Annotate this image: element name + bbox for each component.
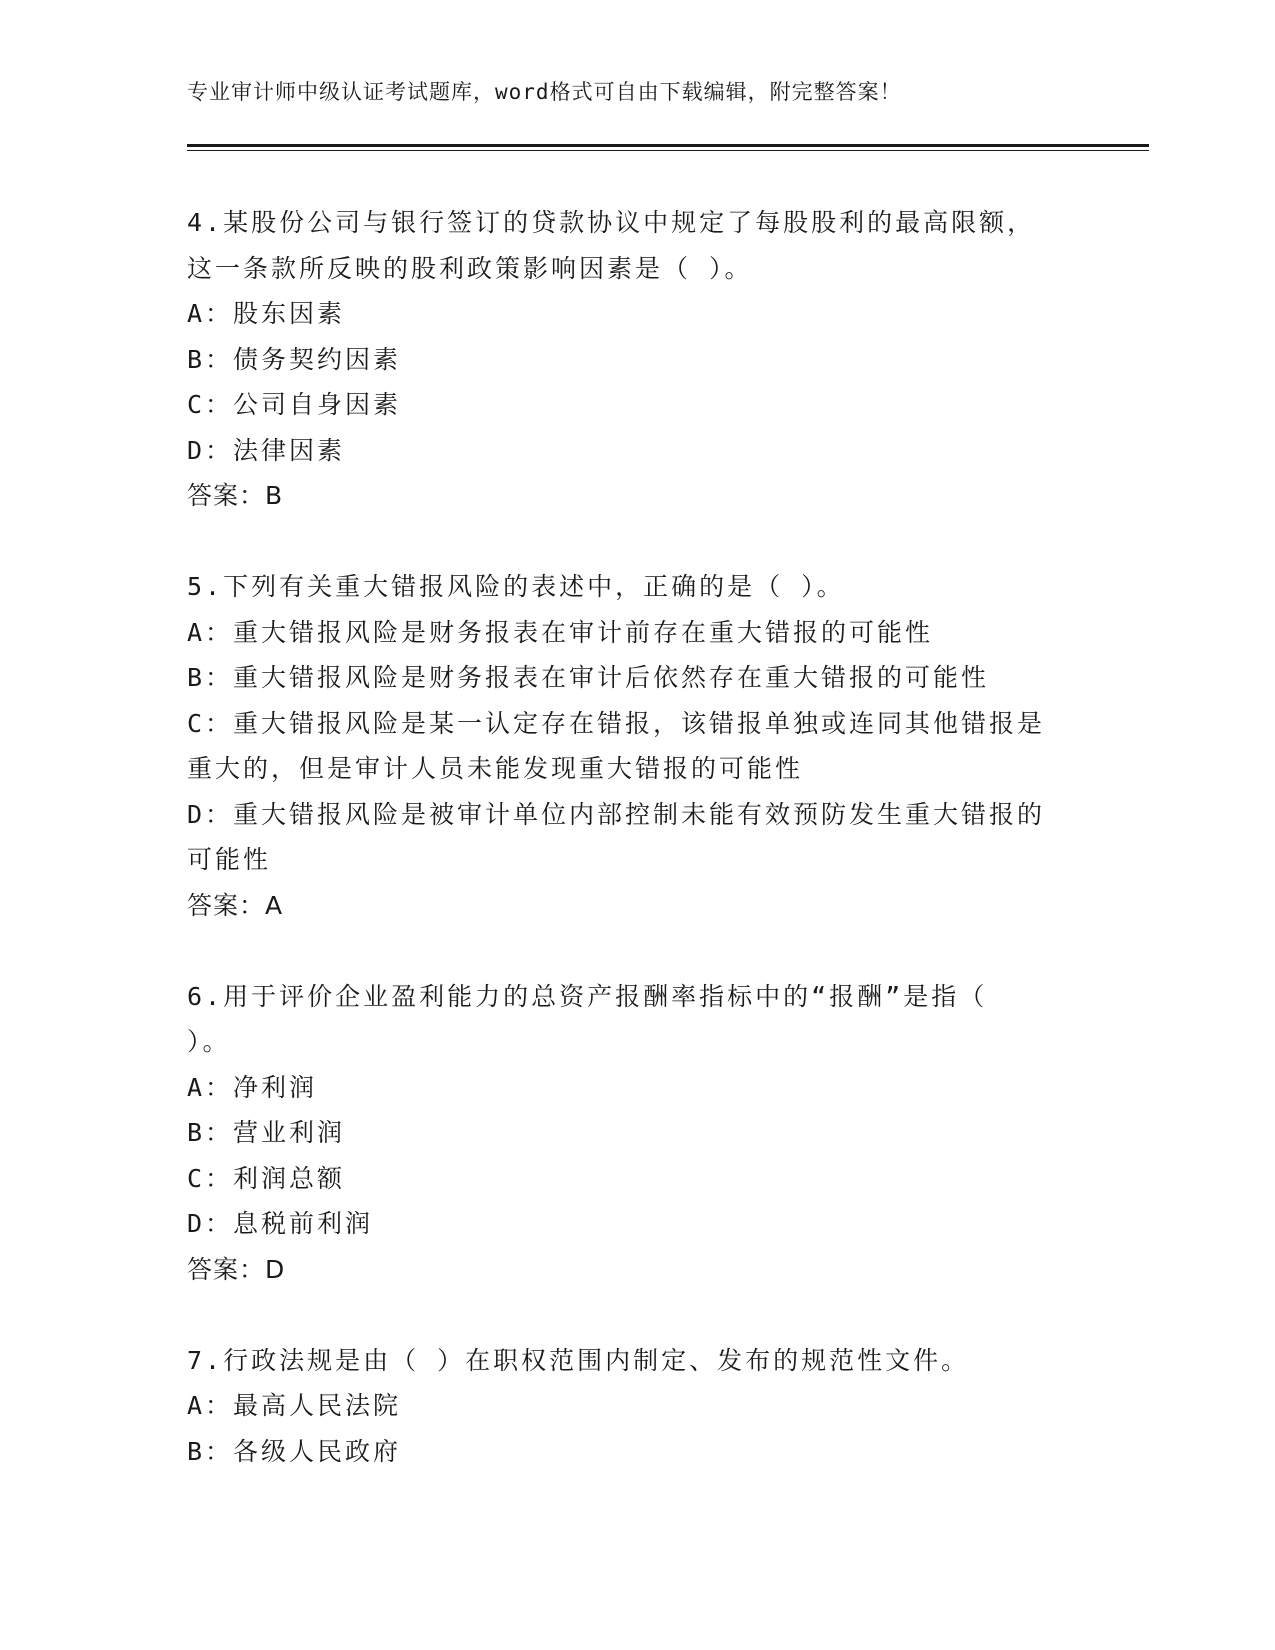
question-5-option-d-line-2: 可能性: [187, 845, 272, 874]
question-7-stem-line-1: 7.行政法规是由（ ）在职权范围内制定、发布的规范性文件。: [187, 1345, 970, 1375]
question-6-stem-line-2: ）。: [187, 1027, 231, 1056]
question-4-stem-line-2: 这一条款所反映的股利政策影响因素是（ ）。: [187, 253, 753, 283]
question-7: [187, 1338, 1087, 1475]
question-5-option-a: A：重大错报风险是财务报表在审计前存在重大错报的可能性: [187, 617, 934, 647]
question-5-stem-line-1: 5.下列有关重大错报风险的表述中，正确的是（ ）。: [187, 572, 845, 601]
question-list: [187, 200, 1087, 1474]
question-4-option-d: D：法律因素: [187, 435, 346, 465]
question-5-option-c-line-2: 重大的，但是审计人员未能发现重大错报的可能性: [187, 754, 804, 783]
question-5-option-d-line-1: D：重大错报风险是被审计单位内部控制未能有效预防发生重大错报的: [187, 799, 1046, 829]
question-6-option-a: A：净利润: [187, 1072, 318, 1102]
question-6-option-d: D：息税前利润: [187, 1209, 374, 1238]
question-6-option-c: C：利润总额: [187, 1163, 346, 1193]
question-6-answer: 答案：D: [187, 1254, 286, 1284]
spacer: [187, 1292, 1087, 1338]
question-4-option-c: C：公司自身因素: [187, 390, 402, 419]
spacer: [187, 928, 1087, 974]
question-6-stem-line-1: 6.用于评价企业盈利能力的总资产报酬率指标中的“报酬”是指（: [187, 981, 988, 1011]
spacer: [187, 519, 1087, 565]
question-7-option-b: B：各级人民政府: [187, 1436, 402, 1466]
question-5: [187, 564, 1087, 928]
header-rule-thick: [187, 144, 1149, 147]
header-rule-thin: [187, 150, 1149, 151]
question-4-option-b: B：债务契约因素: [187, 344, 402, 374]
question-6-option-b: B：营业利润: [187, 1118, 346, 1147]
question-5-answer: 答案：A: [187, 890, 284, 920]
question-4: [187, 200, 1087, 519]
question-7-option-a: A：最高人民法院: [187, 1391, 402, 1420]
question-6: [187, 974, 1087, 1293]
question-5-option-c-line-1: C：重大错报风险是某一认定存在错报，该错报单独或连同其他错报是: [187, 708, 1046, 738]
question-4-answer: 答案：B: [187, 481, 284, 510]
question-5-option-b: B：重大错报风险是财务报表在审计后依然存在重大错报的可能性: [187, 663, 990, 692]
page-header: 专业审计师中级认证考试题库，word格式可自由下载编辑，附完整答案！: [187, 80, 902, 104]
question-4-option-a: A：股东因素: [187, 299, 346, 328]
question-4-stem-line-1: 4.某股份公司与银行签订的贷款协议中规定了每股股利的最高限额，: [187, 208, 1036, 237]
